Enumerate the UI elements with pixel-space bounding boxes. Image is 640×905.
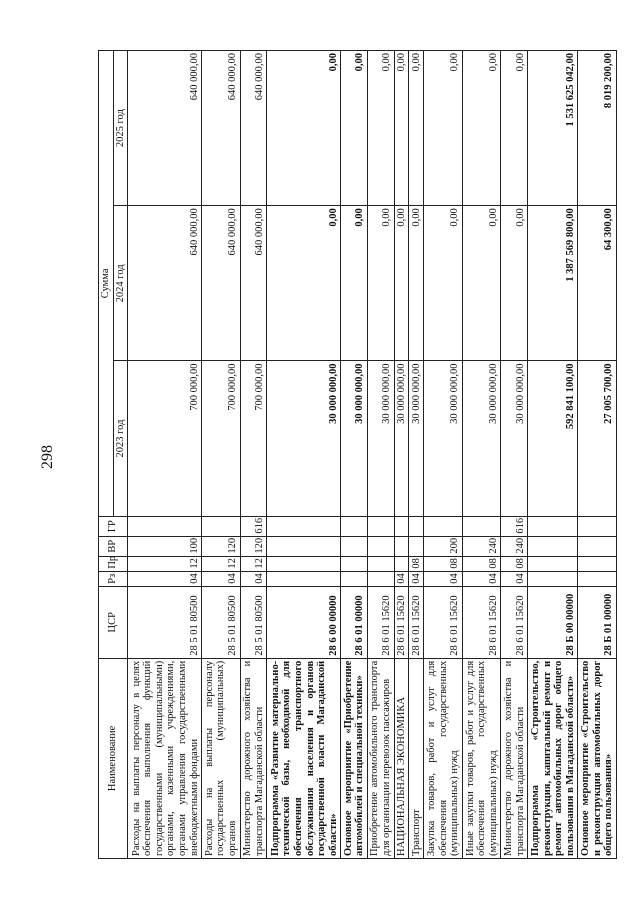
row-2023: 700 000,00: [128, 361, 202, 516]
header-name: Наименование: [99, 658, 128, 858]
table-row: [367, 51, 394, 859]
row-vr: [409, 536, 424, 556]
row-2023: 30 000 000,00: [394, 361, 409, 516]
page-number: 298: [39, 445, 56, 469]
row-pr: 08: [409, 556, 424, 571]
row-vr: 120: [202, 536, 241, 556]
row-2025: 0,00: [424, 51, 463, 206]
row-2024: 64 300,00: [578, 206, 617, 361]
table-row: [267, 51, 341, 859]
row-2024: 640 000,00: [240, 206, 267, 361]
row-gr: 616: [501, 516, 528, 536]
row-name: Основное мероприятие «Строительство и реконструкция автомобильных дорог общего пользования»: [578, 658, 617, 858]
table-row: [501, 51, 528, 859]
row-2023: 592 841 100,00: [528, 361, 578, 516]
row-2024: 640 000,00: [128, 206, 202, 361]
row-rz: [341, 571, 368, 586]
row-gr: [267, 516, 341, 536]
table-body: [128, 51, 617, 859]
row-pr: 08: [462, 556, 501, 571]
row-gr: [424, 516, 463, 536]
row-vr: 200: [424, 536, 463, 556]
row-csr: 28 6 01 00000: [341, 586, 368, 658]
row-rz: [528, 571, 578, 586]
row-2023: 700 000,00: [202, 361, 241, 516]
row-name: Подпрограмма «Развитие материально-технической базы, необходимой для обеспечения транспортного обслуживания населения и органов государственной власти Магаданской области»: [267, 658, 341, 858]
header-2023: 2023 год: [113, 361, 128, 516]
table-row: [394, 51, 409, 859]
row-vr: 240: [501, 536, 528, 556]
row-csr: 28 5 01 80500: [128, 586, 202, 658]
row-2025: 1 531 625 042,00: [528, 51, 578, 206]
row-2025: 0,00: [367, 51, 394, 206]
row-2025: 0,00: [501, 51, 528, 206]
row-rz: 04: [394, 571, 409, 586]
row-name: Подпрограмма «Строительство, реконструкция, капитальный ремонт и ремонт автомобильных дорог общего пользования в Магаданской области»: [528, 658, 578, 858]
row-2024: 640 000,00: [202, 206, 241, 361]
row-2023: 27 005 700,00: [578, 361, 617, 516]
budget-table-container: [98, 50, 617, 859]
row-vr: [341, 536, 368, 556]
table-row: [578, 51, 617, 859]
row-2025: 8 019 200,00: [578, 51, 617, 206]
row-pr: [528, 556, 578, 571]
table-row: [409, 51, 424, 859]
row-2025: 640 000,00: [202, 51, 241, 206]
row-rz: [367, 571, 394, 586]
row-pr: [394, 556, 409, 571]
row-2023: 30 000 000,00: [367, 361, 394, 516]
row-pr: 12: [202, 556, 241, 571]
row-name: Министерство дорожного хозяйства и транспорта Магаданской области: [501, 658, 528, 858]
row-name: Основное мероприятие «Приобретение автомобилей и специальной техники»: [341, 658, 368, 858]
row-csr: 28 6 01 15620: [409, 586, 424, 658]
row-rz: 04: [501, 571, 528, 586]
row-name: Закупка товаров, работ и услуг для обеспечения государственных (муниципальных) нужд: [424, 658, 463, 858]
row-2024: 0,00: [267, 206, 341, 361]
row-2025: 0,00: [341, 51, 368, 206]
row-name: Расходы на выплаты персоналу государственных (муниципальных) органов: [202, 658, 241, 858]
row-vr: [267, 536, 341, 556]
row-csr: 28 6 01 15620: [394, 586, 409, 658]
row-name: Иные закупки товаров, работ и услуг для обеспечения государственных (муниципальных) нужд: [462, 658, 501, 858]
row-pr: [267, 556, 341, 571]
row-2023: 700 000,00: [240, 361, 267, 516]
row-name: Приобретение автомобильного транспорта для организации перевозок пассажиров: [367, 658, 394, 858]
row-rz: 04: [409, 571, 424, 586]
row-csr: 28 6 00 00000: [267, 586, 341, 658]
row-pr: 08: [501, 556, 528, 571]
table-row: [424, 51, 463, 859]
header-rz: Рз: [99, 571, 128, 586]
row-2023: 30 000 000,00: [409, 361, 424, 516]
row-2023: 30 000 000,00: [267, 361, 341, 516]
row-gr: 616: [240, 516, 267, 536]
table-row: [528, 51, 578, 859]
row-gr: [341, 516, 368, 536]
row-csr: 28 5 01 80500: [240, 586, 267, 658]
row-2023: 30 000 000,00: [501, 361, 528, 516]
row-2024: 0,00: [409, 206, 424, 361]
row-2024: 1 387 569 800,00: [528, 206, 578, 361]
row-vr: [394, 536, 409, 556]
row-2024: 0,00: [394, 206, 409, 361]
row-name: Транспорт: [409, 658, 424, 858]
row-2023: 30 000 000,00: [462, 361, 501, 516]
row-2025: 0,00: [409, 51, 424, 206]
row-rz: [267, 571, 341, 586]
table-header: [99, 51, 128, 859]
row-2024: 0,00: [367, 206, 394, 361]
row-rz: 04: [128, 571, 202, 586]
budget-table: [98, 50, 617, 859]
row-gr: [528, 516, 578, 536]
row-name: Расходы на выплаты персоналу в целях обеспечения выполнения функций государственными (муниципальными) органами, казенными учреждениями, органами управления государственными внебюджетными фондами: [128, 658, 202, 858]
row-2025: 0,00: [267, 51, 341, 206]
row-rz: 04: [462, 571, 501, 586]
row-2025: 640 000,00: [128, 51, 202, 206]
table-row: [128, 51, 202, 859]
row-2023: 30 000 000,00: [424, 361, 463, 516]
row-vr: 240: [462, 536, 501, 556]
row-csr: 28 6 01 15620: [462, 586, 501, 658]
row-2025: 0,00: [462, 51, 501, 206]
header-sum: Сумма: [99, 51, 114, 517]
row-pr: 08: [424, 556, 463, 571]
row-vr: [528, 536, 578, 556]
row-vr: [367, 536, 394, 556]
row-pr: [341, 556, 368, 571]
header-2025: 2025 год: [113, 51, 128, 206]
row-csr: 28 5 01 80500: [202, 586, 241, 658]
row-csr: 28 6 01 15620: [424, 586, 463, 658]
row-pr: 12: [240, 556, 267, 571]
row-2024: 0,00: [341, 206, 368, 361]
row-gr: [578, 516, 617, 536]
row-2024: 0,00: [424, 206, 463, 361]
row-pr: [367, 556, 394, 571]
header-pr: Пр: [99, 556, 128, 571]
row-2024: 0,00: [462, 206, 501, 361]
row-2025: 0,00: [394, 51, 409, 206]
row-pr: 12: [128, 556, 202, 571]
row-2025: 640 000,00: [240, 51, 267, 206]
row-gr: [128, 516, 202, 536]
row-vr: 100: [128, 536, 202, 556]
row-pr: [578, 556, 617, 571]
row-2023: 30 000 000,00: [341, 361, 368, 516]
row-rz: [578, 571, 617, 586]
table-row: [462, 51, 501, 859]
table-row: [341, 51, 368, 859]
row-name: Министерство дорожного хозяйства и транспорта Магаданской области: [240, 658, 267, 858]
row-vr: 120: [240, 536, 267, 556]
header-2024: 2024 год: [113, 206, 128, 361]
row-name: НАЦИОНАЛЬНАЯ ЭКОНОМИКА: [394, 658, 409, 858]
row-gr: [409, 516, 424, 536]
row-csr: 28 Б 01 00000: [578, 586, 617, 658]
table-row: [202, 51, 241, 859]
row-csr: 28 6 01 15620: [367, 586, 394, 658]
table-row: [240, 51, 267, 859]
row-csr: 28 Б 00 00000: [528, 586, 578, 658]
row-gr: [394, 516, 409, 536]
row-gr: [367, 516, 394, 536]
header-vr: ВР: [99, 536, 128, 556]
row-csr: 28 6 01 15620: [501, 586, 528, 658]
row-2024: 0,00: [501, 206, 528, 361]
header-gr: ГР: [99, 516, 128, 536]
row-rz: 04: [202, 571, 241, 586]
row-vr: [578, 536, 617, 556]
row-gr: [202, 516, 241, 536]
row-rz: 04: [240, 571, 267, 586]
header-csr: ЦСР: [99, 586, 128, 658]
row-gr: [462, 516, 501, 536]
row-rz: 04: [424, 571, 463, 586]
